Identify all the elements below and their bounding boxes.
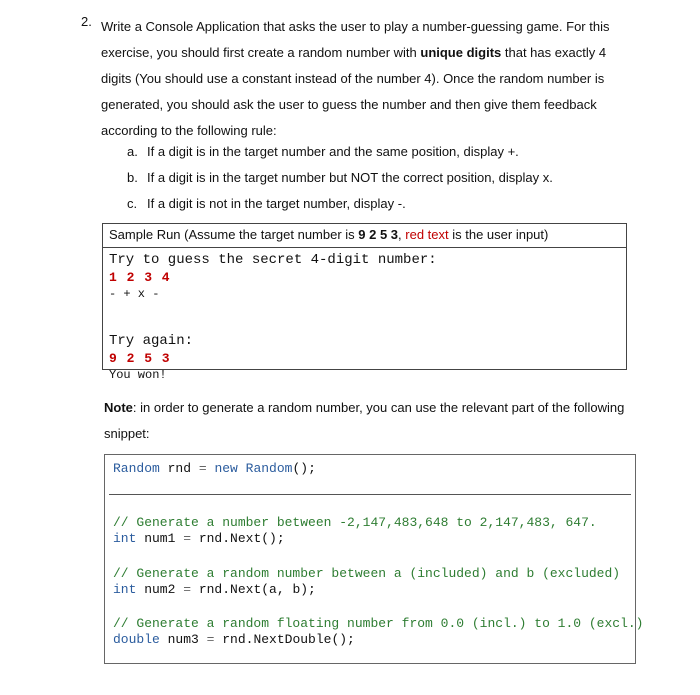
code-text: rnd.NextDouble(); (214, 632, 355, 647)
code-type: Random (113, 461, 160, 476)
code-text: rnd.Next(); (191, 531, 285, 546)
note-paragraph (104, 395, 629, 447)
rule-text: If a digit is in the target number but NOT the correct position, display x. (147, 170, 553, 185)
code-type: double (113, 632, 160, 647)
sample-head-text: Sample Run (Assume the target number is (109, 227, 359, 242)
console-result: You won! (109, 368, 167, 382)
rule-item (127, 168, 553, 194)
rule-text: If a digit is in the target number and the same position, display +. (147, 144, 519, 159)
console-feedback: - + x - (109, 287, 160, 301)
rule-text: If a digit is not in the target number, display -. (147, 196, 406, 211)
rule-label: a. (127, 144, 138, 159)
rule-item (127, 194, 553, 220)
code-line (113, 531, 285, 546)
code-line (113, 632, 355, 647)
code-comment: // Generate a number between -2,147,483,648 to 2,147,483, 647. (113, 515, 597, 530)
code-snippet (104, 454, 644, 664)
code-text: num3 (159, 632, 207, 647)
code-line (113, 582, 316, 597)
code-text: rnd (159, 461, 199, 476)
code-text: rnd.Next(a, b); (191, 582, 316, 597)
code-operator: = (183, 531, 192, 546)
console-user-input: 9 2 5 3 (109, 351, 171, 366)
code-text: num2 (136, 582, 184, 597)
code-text: (); (292, 461, 316, 476)
code-text: num1 (136, 531, 184, 546)
sample-head-text: , (398, 227, 406, 242)
code-operator: = (206, 632, 215, 647)
code-line (113, 461, 316, 476)
sample-head-text: is the user input) (448, 227, 549, 242)
rules-list (127, 142, 553, 220)
code-comment: // Generate a random number between a (included) and b (excluded) (113, 566, 621, 581)
question-text-part: that has exactly 4 digits (You should use a constant instead of the number 4). Once the random number is generated, you should ask the user to guess the number and then give them feedback according to the following rule: (101, 45, 607, 138)
sample-target-number: 9 2 5 3 (358, 227, 399, 242)
console-prompt: Try to guess the secret 4-digit number: (109, 252, 437, 268)
rule-label: b. (127, 170, 138, 185)
question-number: 2. (81, 14, 92, 29)
console-prompt: Try again: (109, 333, 194, 349)
code-divider (109, 494, 631, 495)
rule-item (127, 142, 553, 168)
note-text: : in order to generate a random number, you can use the relevant part of the following snippet: (104, 400, 625, 441)
question-text-part: Write a Console Application that asks the user to play a number-guessing game. For this exercise, you should first create a random number with (101, 19, 610, 60)
sample-red-text: red text (405, 227, 449, 242)
rule-label: c. (127, 196, 138, 211)
code-operator: = (198, 461, 207, 476)
sample-run-header (103, 224, 626, 248)
sample-run-box (102, 223, 627, 382)
note-label: Note (104, 400, 133, 415)
question-bold-term: unique digits (420, 45, 502, 60)
code-type: Random (245, 461, 293, 476)
code-type: int (113, 531, 137, 546)
code-operator: = (183, 582, 192, 597)
console-user-input: 1 2 3 4 (109, 270, 171, 285)
code-comment: // Generate a random floating number from 0.0 (incl.) to 1.0 (excl.) (113, 616, 644, 631)
code-type: int (113, 582, 137, 597)
console-output (103, 248, 626, 388)
question-text (101, 14, 633, 144)
code-keyword: new (206, 461, 246, 476)
